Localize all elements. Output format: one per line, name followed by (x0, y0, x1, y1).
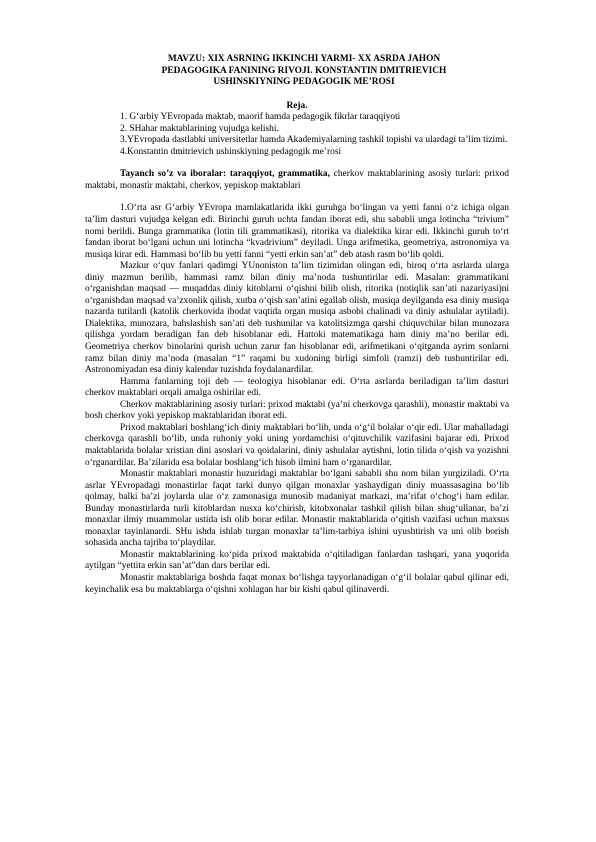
title-line-2: PEDAGOGIKA FANINING RIVOJI. KONSTANTIN DMITRIEVICH (161, 65, 447, 76)
body-paragraph-3: Hamma fanlarning toji deb — teologiya hisoblanar edi. O‘rta asrlarda beriladigan ta’lim dasturi cherkov maktablari orqali amalga oshirilar edi. (85, 376, 509, 399)
keywords-text: cherkov maktablarining asosiy turlari: prixod maktabi, monastir maktabi, cherkov, yepiskop maktablari (85, 169, 509, 191)
body-paragraph-4: Cherkov maktablarining asosiy turlari: prixod maktabi (ya’ni cherkovga qarashli), monastir maktabi va bosh cherkov yoki yepiskop maktablaridan iborat edi. (85, 399, 509, 422)
plan-item-4: 4.Konstantin dmitrievich ushinskiyning pedagogik me’rosi (120, 146, 342, 157)
body-paragraph-5: Prixod maktablari boshlang‘ich diniy maktablari bo‘lib, unda o‘g‘il bolalar o‘qir edi. Ular mahalladagi cherkovga qarashli bo‘lib, unda ruhoniy yoki uning yordamchisi o‘qituvchilik vazifasini bajarar edi. Prixod maktablarida bolalar xristian dini asoslari va qoidalarini, diniy ashulalar aytishni, lotin tilida o‘qish va yozishni o‘rganardilar. Ba’zilarida esa bolalar boshlang‘ich hisob ilmini ham o‘rganardilar. (85, 422, 509, 468)
keywords-paragraph (85, 169, 509, 192)
keywords-label: Tayanch so’z va iboralar: taraqqiyot, grammatika, (120, 169, 330, 180)
body-paragraph-7: Monastir maktablarining ko‘pida prixod maktabida o‘qitiladigan fanlardan tashqari, yana yuqorida aytilgan “yettita erkin san’at”dan dars berilar edi. (85, 549, 509, 572)
document-title (85, 54, 509, 89)
body-paragraph-8: Monastir maktablariga boshda faqat monax bo‘lishga tayyorlanadigan o‘g‘il bolalar qabul qilinar edi, keyinchalik esa bu maktablarga o‘qishni xohlagan har bir kishi qabul qilinaverdi. (85, 572, 509, 595)
title-line-3: USHINSKIYNING PEDAGOGIK ME’ROSI (213, 77, 395, 88)
body-paragraph-2: Mazkur o‘quv fanlari qadimgi YUnoniston ta’lim tizimidan olingan edi, biroq o‘rta asrlarda ularga diniy mazmun berilib, hammasi ramz bilan diniy ma’noda tushuntirilar edi. Masalan: grammatikani o‘rganishdan maqsad — muqaddas diniy kitoblarni o‘qishni bilib olish, ritorika (notiqlik san’ati nazariyasi)ni o‘rganishdan maqsad va’zxonlik qilish, xutba o‘qish san’atini egallab olish, musiqa deyilganda esa diniy musiqa nazarda tutilardi (katolik cherkovida ibodat vaqtida organ musiqa asbobi chalinadi va diniy ashulalar aytiladi). Dialektika, munozara, bahslashish san’ati deb tushunilar va katolitsizmga qarshi chiquvchilar bilan munozara qilishga yordam beradigan fan deb hisoblanar edi. Hattoki matematikaga ham diniy ma’no berilar edi. Geometriya cherkov binolarini qurish uchun zarur fan hisoblanar edi, arifmetikani o‘qitganda ayrim sonlarni ramz bilan diniy ma’noda (masalan “1” raqami bu xudoning birligi simfoli (ramzi) deb tushuntirilar edi. Astronomiyadan esa diniy kalendar tuzishda foydalanardilar. (85, 261, 509, 376)
body-paragraph-6: Monastir maktablari monastir huzuridagi maktablar bo‘lgani sababli shu nom bilan yurgiziladi. O‘rta asrlar YEvropadagi monastirlar faqat tarki dunyo qilgan monaxlar yashaydigan diniy muassasagina bo‘lib qolmay, balki ba’zi joylarda ular o‘z zamonasiga munosib madaniyat markazi, ma’rifat o‘chog‘i ham edilar. Bunday monastirlarda turli kitoblardan nusxa ko‘chirish, kitobxonalar tashkil qilish bilan shug‘ullanar, ba’zi monaxlar ilmiy muammolar ustida ish olib borar edilar. Monastir maktablarida o‘qitish vazifasi uchun maxsus monaxlar tayinlanardi. SHu ishda ishlab turgan monaxlar ta’lim-tarbiya ishini uyushtirish va uni olib borish sohasida ancha tajriba to‘playdilar. (85, 469, 509, 549)
body-paragraph-1: 1.O‘rta asr G‘arbiy YEvropa mamlakatlarida ikki guruhga bo‘lingan va yetti fanni o‘z ichiga olgan ta’lim dasturi vujudga kelgan edi. Birinchi guruh uchta fandan iborat edi, shu sababli unga lotincha “trivium” nomi berildi. Bunga grammatika (lotin tili grammatikasi), ritorika va dialektika kirar edi. Ikkinchi guruh to‘rt fandan iborat bo‘lgani uchun uni lotincha “kvadrivium” deyiladi. Unga arifmetika, geometriya, astronomiya va musiqa kirar edi. Hammasi bo‘lib bu yetti fanni “yetti erkin san’at” deb atash rasm bo‘lib qoldi. (85, 203, 509, 260)
plan-item-3: 3.YEvropada dastlabki universitetlar hamda Akademiyalarning tashkil topishi va ulardagi ta’lim tizimi. (120, 135, 508, 146)
title-line-1: MAVZU: XIX ASRNING IKKINCHI YARMI- XX ASRDA JAHON (167, 54, 441, 64)
plan-item-1: 1. G‘arbiy YEvropada maktab, maorif hamda pedagogik fikrlar taraqqiyoti (120, 112, 401, 123)
plan-heading: Reja. (286, 100, 308, 111)
plan-item-2: 2. SHahar maktablarining vujudga kelishi. (120, 123, 279, 134)
